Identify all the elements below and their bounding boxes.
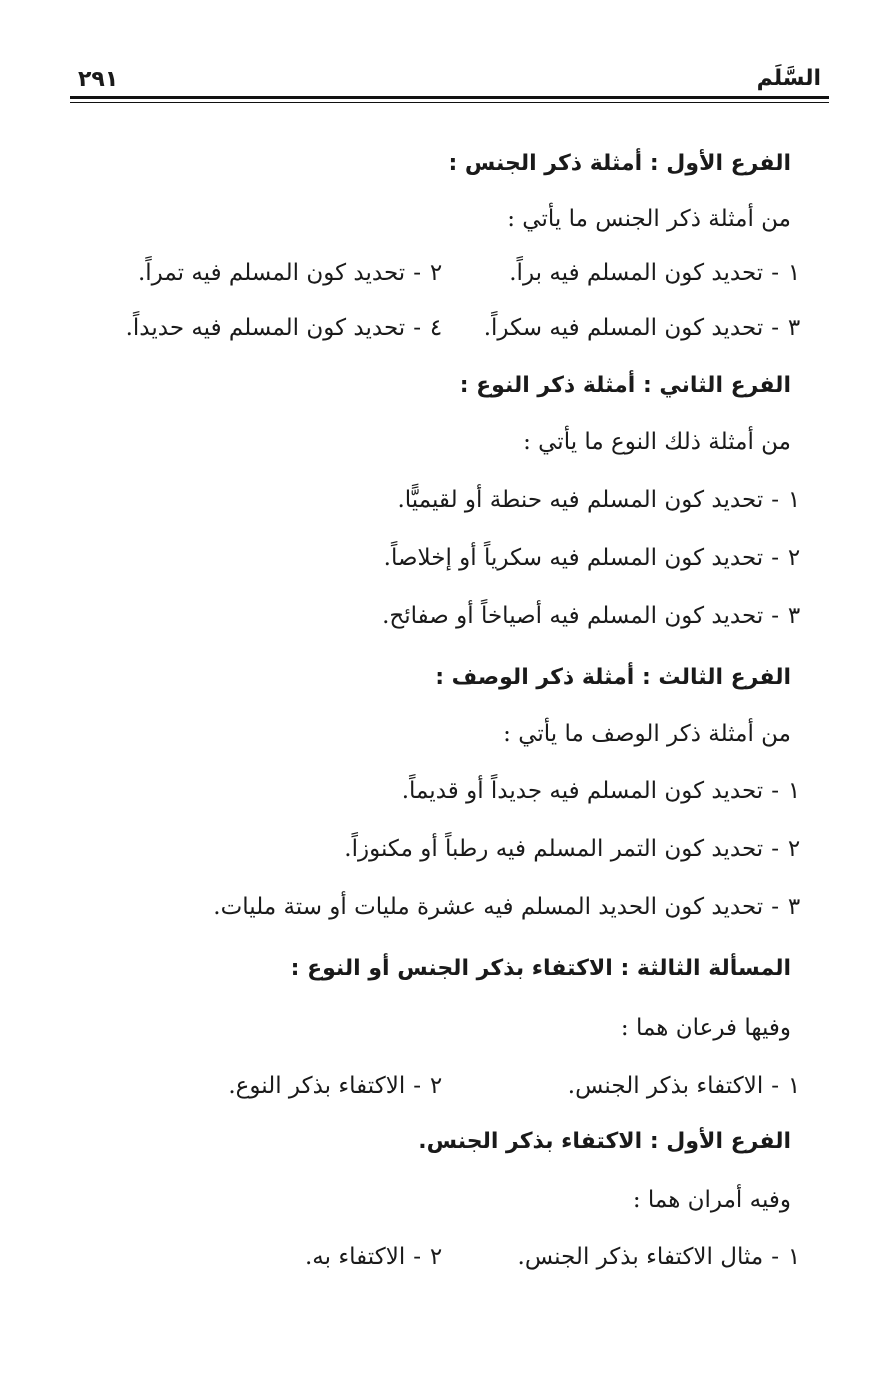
list-item: ٢-الاكتفاء به. xyxy=(305,1244,443,1270)
section-intro-2: من أمثلة ذلك النوع ما يأتي : xyxy=(523,429,791,455)
section-heading-2: الفرع الثاني : أمثلة ذكر النوع : xyxy=(459,373,791,398)
list-item: ٢-تحديد كون المسلم فيه تمراً. xyxy=(137,260,443,286)
list-item: ١-تحديد كون المسلم فيه جديداً أو قديماً. xyxy=(401,778,801,804)
list-item: ٣-تحديد كون المسلم فيه أصياخاً أو صفائح. xyxy=(382,603,801,629)
list-item: ١-الاكتفاء بذكر الجنس. xyxy=(567,1073,801,1099)
list-item: ٢-تحديد كون المسلم فيه سكرياً أو إخلاصاً. xyxy=(383,545,801,571)
list-item: ٢-الاكتفاء بذكر النوع. xyxy=(228,1073,443,1099)
section-heading-5: الفرع الأول : الاكتفاء بذكر الجنس. xyxy=(418,1129,791,1154)
section-intro-5: وفيه أمران هما : xyxy=(632,1187,791,1213)
section-heading-3: الفرع الثالث : أمثلة ذكر الوصف : xyxy=(435,665,791,690)
list-item: ٢-تحديد كون التمر المسلم فيه رطباً أو مكنوزاً. xyxy=(344,836,801,862)
list-item: ١-مثال الاكتفاء بذكر الجنس. xyxy=(517,1244,801,1270)
list-item: ٣-تحديد كون الحديد المسلم فيه عشرة مليات أو ستة مليات. xyxy=(213,894,801,920)
section-heading-1: الفرع الأول : أمثلة ذكر الجنس : xyxy=(448,151,791,176)
section-intro-1: من أمثلة ذكر الجنس ما يأتي : xyxy=(507,206,791,232)
section-heading-4: المسألة الثالثة : الاكتفاء بذكر الجنس أو النوع : xyxy=(290,956,791,981)
running-header-title: السَّلَم xyxy=(756,66,821,91)
page-number: ٢٩١ xyxy=(78,67,119,92)
list-item: ٤-تحديد كون المسلم فيه حديداً. xyxy=(125,315,443,341)
header-rule-thin xyxy=(70,102,829,103)
list-item: ١-تحديد كون المسلم فيه براً. xyxy=(509,260,801,286)
list-item: ٣-تحديد كون المسلم فيه سكراً. xyxy=(483,315,801,341)
section-intro-4: وفيها فرعان هما : xyxy=(620,1015,791,1041)
header-rule-thick xyxy=(70,96,829,99)
section-intro-3: من أمثلة ذكر الوصف ما يأتي : xyxy=(503,721,791,747)
list-item: ١-تحديد كون المسلم فيه حنطة أو لقيميًّا. xyxy=(397,487,801,513)
